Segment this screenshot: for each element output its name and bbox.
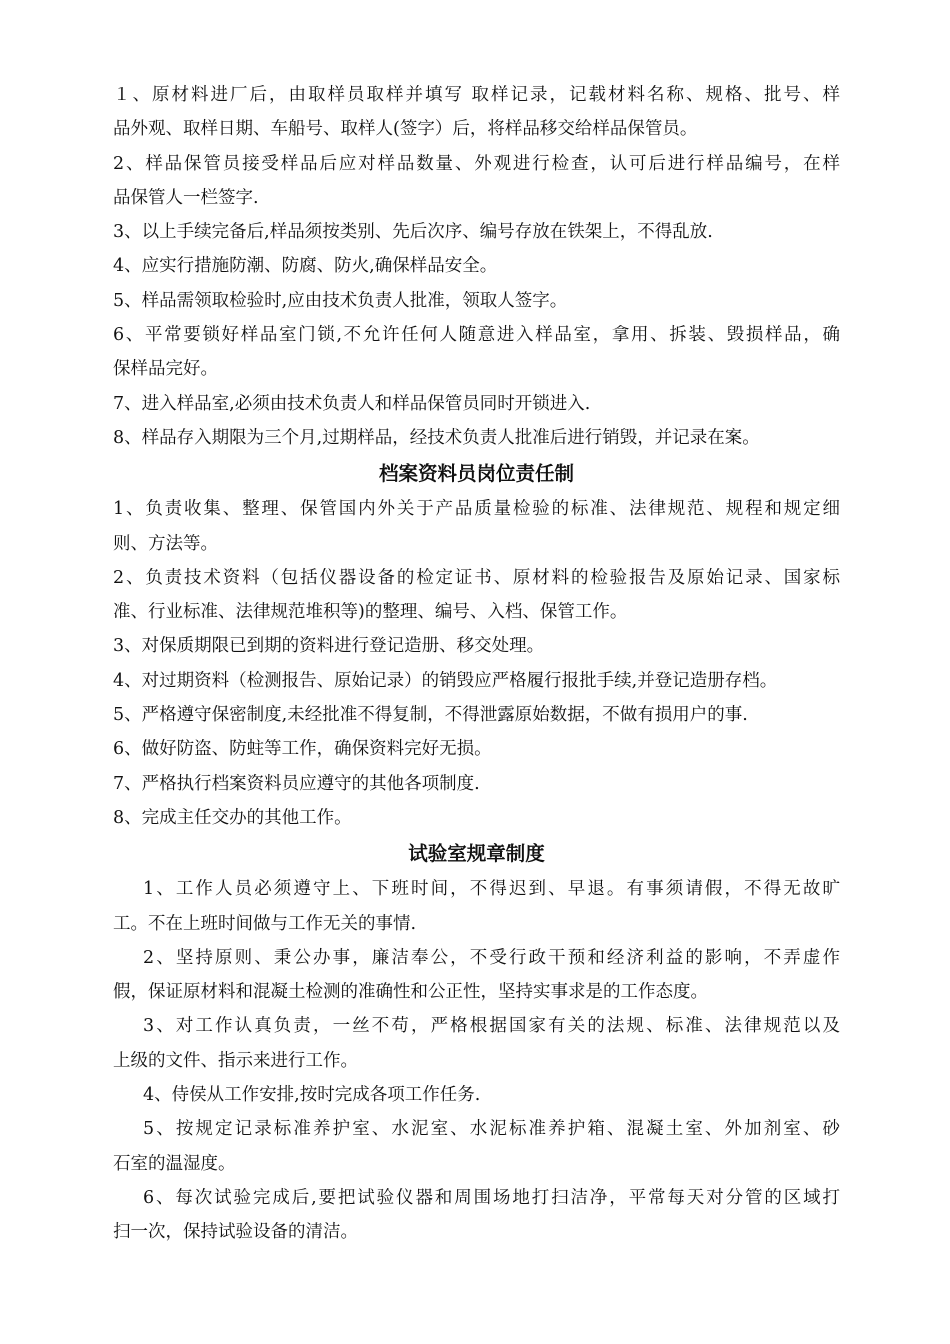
regulation-text-line: 石室的温湿度。: [113, 1153, 236, 1174]
archive-clerk-section: [113, 455, 840, 835]
duty-text-line: 准、行业标准、法律规范堆积等)的整理、编号、入档、保管工作。: [113, 602, 628, 623]
regulation-text-line: 4、侍侯从工作安排,按时完成各项工作任务.: [143, 1085, 481, 1106]
rule-item-7: [113, 387, 840, 421]
regulation-text-line: 扫一次，保持试验设备的清洁。: [113, 1222, 358, 1243]
duty-text-line: 6、做好防盗、防蛀等工作，确保资料完好无损。: [113, 739, 492, 760]
rule-text-line: １、原材料进厂后，由取样员取样并填写 取样记录，记载材料名称、规格、批号、样: [113, 85, 840, 105]
regulation-item-2: [113, 941, 840, 1010]
section-title: 试验室规章制度: [408, 842, 545, 866]
rule-item-6: [113, 318, 840, 387]
duty-item-6: [113, 732, 840, 766]
duty-text-line: 则、方法等。: [113, 533, 218, 554]
regulation-text-line: 上级的文件、指示来进行工作。: [113, 1050, 358, 1071]
document-page: [113, 78, 840, 1250]
regulation-text-line: 2、坚持原则、秉公办事，廉洁奉公，不受行政干预和经济利益的影响，不弄虚作: [143, 947, 840, 968]
duty-text-line: 3、对保质期限已到期的资料进行登记造册、移交处理。: [113, 636, 545, 657]
rule-text-line: 保样品完好。: [113, 359, 218, 380]
regulation-text-line: 工。不在上班时间做与工作无关的事情.: [113, 913, 417, 934]
rule-item-2: [113, 147, 840, 216]
rule-text-line: 7、进入样品室,必须由技术负责人和样品保管员同时开锁进入.: [113, 393, 591, 414]
rule-text-line: 6、平常要锁好样品室门锁,不允许任何人随意进入样品室，拿用、拆装、毁损样品，确: [113, 325, 840, 346]
duty-item-8: [113, 801, 840, 835]
sample-rules-section: [113, 78, 840, 455]
regulation-item-3: [113, 1009, 840, 1078]
rule-item-5: [113, 284, 840, 318]
lab-regulations-section: [113, 835, 840, 1249]
rule-item-3: [113, 215, 840, 249]
duty-item-4: [113, 664, 840, 698]
regulation-item-1: [113, 872, 840, 941]
duty-text-line: 1、负责收集、整理、保管国内外关于产品质量检验的标准、法律规范、规程和规定细: [113, 499, 840, 520]
regulation-text-line: 1、工作人员必须遵守上、下班时间，不得迟到、早退。有事须请假，不得无故旷: [143, 879, 840, 900]
rule-text-line: 4、应实行措施防潮、防腐、防火,确保样品安全。: [113, 256, 498, 277]
rule-text-line: 8、样品存入期限为三个月,过期样品，经技术负责人批准后进行销毁，并记录在案。: [113, 427, 760, 448]
duty-text-line: 5、严格遵守保密制度,未经批准不得复制，不得泄露原始数据，不做有损用户的事.: [113, 705, 748, 726]
regulation-text-line: 假，保证原材料和混凝土检测的准确性和公正性，坚持实事求是的工作态度。: [113, 982, 708, 1003]
rule-item-8: [113, 421, 840, 455]
duty-text-line: 2、负责技术资料（包括仪器设备的检定证书、原材料的检验报告及原始记录、国家标: [113, 567, 840, 588]
duty-item-2: [113, 561, 840, 630]
duty-text-line: 7、严格执行档案资料员应遵守的其他各项制度.: [113, 773, 480, 794]
rule-text-line: 品保管人一栏签字.: [113, 187, 259, 208]
regulation-text-line: 6、每次试验完成后,要把试验仪器和周围场地打扫洁净，平常每天对分管的区域打: [143, 1187, 840, 1208]
rule-item-1: [113, 78, 840, 147]
regulation-item-6: [113, 1181, 840, 1250]
regulation-text-line: 3、对工作认真负责，一丝不苟，严格根据国家有关的法规、标准、法律规范以及: [143, 1016, 840, 1037]
rule-text-line: 3、以上手续完备后,样品须按类别、先后次序、编号存放在铁架上，不得乱放.: [113, 222, 713, 243]
duty-item-3: [113, 629, 840, 663]
duty-text-line: 8、完成主任交办的其他工作。: [113, 807, 352, 828]
duty-item-7: [113, 767, 840, 801]
duty-text-line: 4、对过期资料（检测报告、原始记录）的销毁应严格履行报批手续,并登记造册存档。: [113, 670, 778, 691]
regulation-text-line: 5、按规定记录标准养护室、水泥室、水泥标准养护箱、混凝土室、外加剂室、砂: [143, 1119, 840, 1140]
duty-item-1: [113, 492, 840, 561]
rule-text-line: 5、样品需领取检验时,应由技术负责人批准，领取人签字。: [113, 290, 568, 311]
rule-text-line: 品外观、取样日期、车船号、取样人(签字）后，将样品移交给样品保管员。: [113, 119, 698, 140]
rule-text-line: 2、样品保管员接受样品后应对样品数量、外观进行检查，认可后进行样品编号，在样: [113, 153, 840, 174]
duty-item-5: [113, 698, 840, 732]
section-title: 档案资料员岗位责任制: [378, 462, 574, 486]
rule-item-4: [113, 249, 840, 283]
regulation-item-4: [113, 1078, 840, 1112]
regulation-item-5: [113, 1112, 840, 1181]
